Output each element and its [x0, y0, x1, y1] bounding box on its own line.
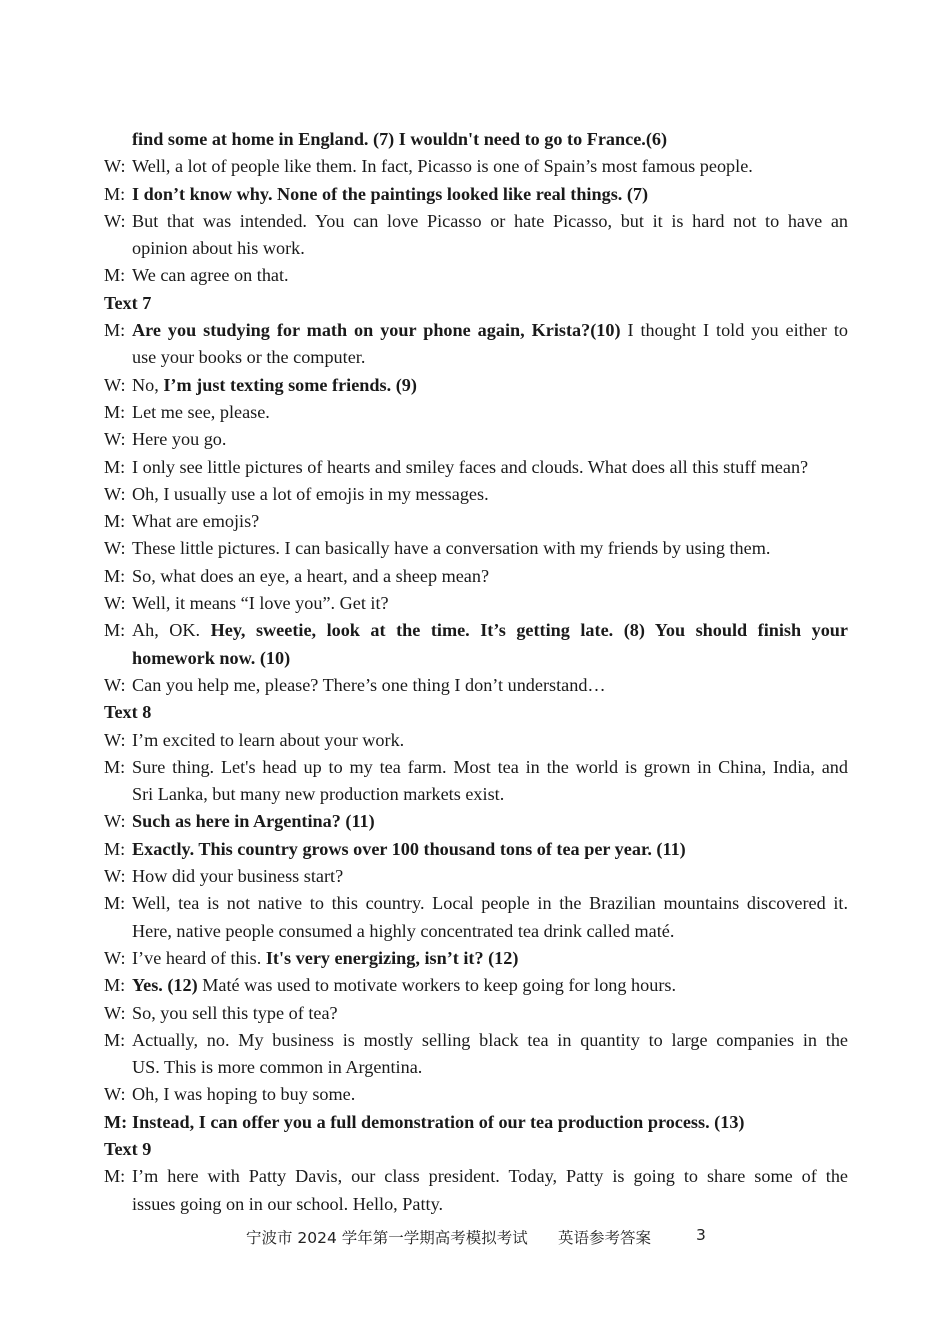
dialogue-text: So, what does an eye, a heart, and a sheep mean? [132, 565, 490, 586]
dialogue-text: I only see little pictures of hearts and smiley faces and clouds. What does all this stuff mean? [132, 456, 809, 477]
answer-key-text: I’m just texting some friends. (9) [163, 374, 417, 395]
dialogue-line [104, 426, 848, 453]
speaker-label: M: [104, 620, 126, 641]
dialogue-text: Sure thing. Let's head up to my tea farm. Most tea in the world is grown in China, India, and [132, 756, 848, 777]
dialogue-text: Ah, OK. [132, 620, 211, 641]
footer-subject: 英语参考答案 [558, 1229, 652, 1247]
section-heading: Text 9 [104, 1138, 152, 1159]
speaker-label: W: [104, 811, 126, 832]
dialogue-line [104, 1000, 848, 1027]
section-heading: Text 7 [104, 292, 152, 313]
dialogue-line [104, 317, 848, 344]
transcript-body [104, 126, 848, 1218]
speaker-label: M: [104, 456, 126, 477]
dialogue-line [104, 863, 848, 890]
dialogue-line [104, 454, 848, 481]
dialogue-continuation [104, 918, 848, 945]
answer-key-text: Yes. (12) [132, 975, 198, 996]
speaker-label: W: [104, 483, 126, 504]
dialogue-line [104, 208, 848, 235]
dialogue-continuation [104, 645, 848, 672]
dialogue-line [104, 372, 848, 399]
dialogue-text: Here you go. [132, 429, 227, 450]
dialogue-text: Well, a lot of people like them. In fact, Picasso is one of Spain’s most famous people. [132, 156, 753, 177]
dialogue-continuation [104, 344, 848, 371]
dialogue-line [104, 972, 848, 999]
answer-key-text: Instead, I can offer you a full demonstration of our tea production process. (13) [132, 1111, 745, 1132]
speaker-label: W: [104, 866, 126, 887]
dialogue-text: Well, tea is not native to this country. Local people in the Brazilian mountains discovered it. [132, 893, 848, 914]
dialogue-text: Here, native people consumed a highly concentrated tea drink called maté. [132, 920, 675, 941]
dialogue-line [104, 481, 848, 508]
speaker-label: W: [104, 374, 126, 395]
speaker-label: M: [104, 320, 126, 341]
speaker-label: W: [104, 1084, 126, 1105]
dialogue-line [104, 563, 848, 590]
dialogue-text: But that was intended. You can love Picasso or hate Picasso, but it is hard not to have an [132, 210, 848, 231]
dialogue-line [104, 1163, 848, 1190]
speaker-label: M: [104, 975, 126, 996]
dialogue-text: I’m excited to learn about your work. [132, 729, 405, 750]
dialogue-line [104, 754, 848, 781]
answer-key-text: I don’t know why. None of the paintings looked like real things. (7) [132, 183, 649, 204]
dialogue-line [104, 1109, 848, 1136]
answer-key-text: homework now. (10) [132, 647, 291, 668]
speaker-label: M: [104, 401, 126, 422]
footer-exam-title: 宁波市 2024 学年第一学期高考模拟考试 [246, 1229, 528, 1247]
dialogue-line [104, 590, 848, 617]
speaker-label: M: [104, 265, 126, 286]
speaker-label: M: [104, 1111, 128, 1132]
answer-key-text: It's very energizing, isn’t it? (12) [265, 947, 519, 968]
dialogue-text: US. This is more common in Argentina. [132, 1057, 423, 1078]
speaker-label: M: [104, 838, 126, 859]
answer-key-text: Such as here in Argentina? (11) [132, 811, 375, 832]
dialogue-continuation [104, 1191, 848, 1218]
dialogue-continuation [104, 1054, 848, 1081]
dialogue-line [104, 890, 848, 917]
dialogue-text: Well, it means “I love you”. Get it? [132, 593, 389, 614]
dialogue-line [104, 181, 848, 208]
dialogue-line [104, 153, 848, 180]
speaker-label: W: [104, 210, 126, 231]
dialogue-line [104, 808, 848, 835]
section-heading: Text 8 [104, 702, 152, 723]
speaker-label: M: [104, 756, 126, 777]
dialogue-continuation [104, 126, 848, 153]
dialogue-line [104, 535, 848, 562]
dialogue-line [104, 617, 848, 644]
dialogue-text: use your books or the computer. [132, 347, 366, 368]
dialogue-text: Oh, I was hoping to buy some. [132, 1084, 356, 1105]
dialogue-text: issues going on in our school. Hello, Patty. [132, 1193, 444, 1214]
speaker-label: W: [104, 429, 126, 450]
speaker-label: W: [104, 674, 126, 695]
speaker-label: W: [104, 1002, 126, 1023]
dialogue-text: I’ve heard of this. [132, 947, 266, 968]
speaker-label: M: [104, 1029, 126, 1050]
dialogue-text: Actually, no. My business is mostly selling black tea in quantity to large companies in the [132, 1029, 848, 1050]
dialogue-text: We can agree on that. [132, 265, 289, 286]
dialogue-line [104, 836, 848, 863]
speaker-label: M: [104, 893, 126, 914]
dialogue-text: These little pictures. I can basically have a conversation with my friends by using them. [132, 538, 771, 559]
speaker-label: M: [104, 565, 126, 586]
dialogue-line [104, 508, 848, 535]
dialogue-text: Maté was used to motivate workers to keep going for long hours. [197, 975, 677, 996]
dialogue-text: So, you sell this type of tea? [132, 1002, 338, 1023]
dialogue-line [104, 1081, 848, 1108]
dialogue-text: I’m here with Patty Davis, our class president. Today, Patty is going to share some of the [132, 1166, 848, 1187]
dialogue-text: Can you help me, please? There’s one thing I don’t understand… [132, 674, 606, 695]
speaker-label: W: [104, 538, 126, 559]
dialogue-text: What are emojis? [132, 511, 260, 532]
dialogue-line [104, 945, 848, 972]
dialogue-text: Let me see, please. [132, 401, 270, 422]
speaker-label: M: [104, 511, 126, 532]
answer-key-text: find some at home in England. (7) I wouldn't need to go to France.(6) [132, 129, 668, 149]
dialogue-text: I thought I told you either to [620, 320, 848, 341]
dialogue-line [104, 399, 848, 426]
dialogue-text: No, [132, 374, 164, 395]
answer-key-text: Exactly. This country grows over 100 thousand tons of tea per year. (11) [132, 838, 686, 859]
dialogue-line [104, 727, 848, 754]
dialogue-text: How did your business start? [132, 866, 344, 887]
page-number: 3 [696, 1226, 706, 1244]
answer-key-text: Are you studying for math on your phone again, Krista?(10) [132, 320, 621, 341]
dialogue-line [104, 1027, 848, 1054]
dialogue-continuation [104, 235, 848, 262]
speaker-label: M: [104, 1166, 126, 1187]
speaker-label: W: [104, 593, 126, 614]
dialogue-text: opinion about his work. [132, 238, 305, 259]
dialogue-line [104, 672, 848, 699]
dialogue-continuation [104, 781, 848, 808]
dialogue-line [104, 262, 848, 289]
answer-key-text: Hey, sweetie, look at the time. It’s getting late. (8) You should finish your [210, 620, 848, 641]
speaker-label: W: [104, 156, 126, 177]
speaker-label: W: [104, 729, 126, 750]
speaker-label: M: [104, 183, 126, 204]
dialogue-text: Oh, I usually use a lot of emojis in my messages. [132, 483, 489, 504]
speaker-label: W: [104, 947, 126, 968]
dialogue-text: Sri Lanka, but many new production markets exist. [132, 784, 505, 805]
